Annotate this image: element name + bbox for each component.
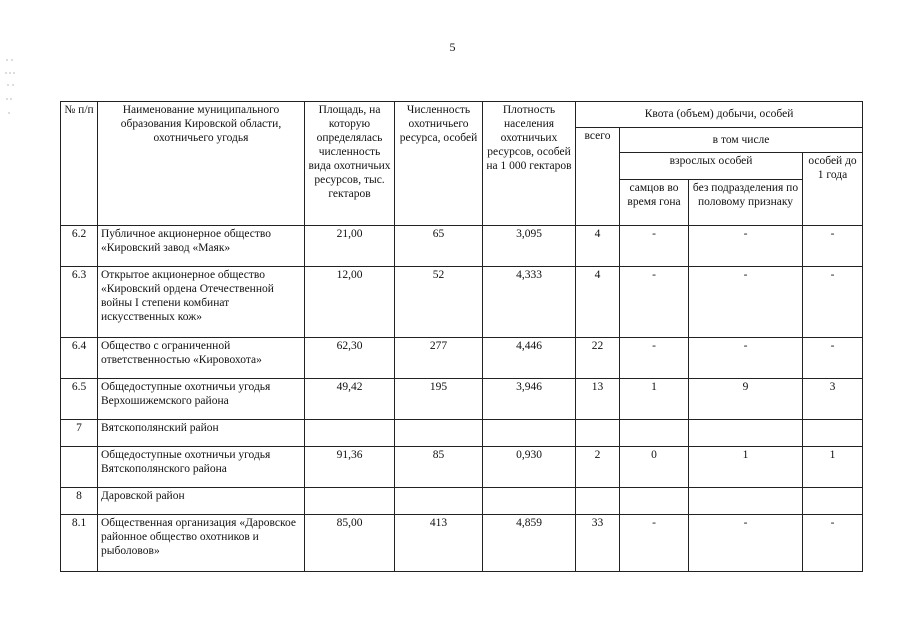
table-row bbox=[61, 338, 863, 379]
quota-table bbox=[60, 101, 863, 572]
cell-num: 8 bbox=[61, 488, 98, 515]
table-row bbox=[61, 267, 863, 338]
cell-total: 4 bbox=[576, 267, 620, 338]
cell-count bbox=[395, 488, 483, 515]
cell-num: 6.3 bbox=[61, 267, 98, 338]
cell-no-sex: - bbox=[689, 515, 803, 572]
cell-males: - bbox=[620, 515, 689, 572]
cell-total: 13 bbox=[576, 379, 620, 420]
cell-name: Общедоступные охотничьи угодья Верхошижемского района bbox=[98, 379, 305, 420]
cell-count: 195 bbox=[395, 379, 483, 420]
header-name: Наименование муниципального образования Кировской области, охотничьего угодья bbox=[98, 102, 305, 226]
header-males: самцов во время гона bbox=[620, 180, 689, 226]
cell-young: - bbox=[803, 515, 863, 572]
scan-margin-marks bbox=[4, 55, 34, 125]
cell-density bbox=[483, 488, 576, 515]
cell-total: 33 bbox=[576, 515, 620, 572]
cell-males: 1 bbox=[620, 379, 689, 420]
header-including: в том числе bbox=[620, 128, 863, 153]
header-quota: Квота (объем) добычи, особей bbox=[576, 102, 863, 128]
cell-no-sex: - bbox=[689, 267, 803, 338]
table-row bbox=[61, 447, 863, 488]
cell-total: 4 bbox=[576, 226, 620, 267]
cell-count: 52 bbox=[395, 267, 483, 338]
cell-no-sex: 1 bbox=[689, 447, 803, 488]
cell-males: 0 bbox=[620, 447, 689, 488]
cell-num: 6.2 bbox=[61, 226, 98, 267]
table-row bbox=[61, 226, 863, 267]
cell-no-sex bbox=[689, 420, 803, 447]
cell-num: 7 bbox=[61, 420, 98, 447]
cell-name: Общедоступные охотничьи угодья Вятскополянского района bbox=[98, 447, 305, 488]
cell-density: 4,859 bbox=[483, 515, 576, 572]
quota-table-header bbox=[61, 102, 863, 226]
header-total: всего bbox=[576, 128, 620, 226]
cell-density: 4,446 bbox=[483, 338, 576, 379]
header-young: особей до 1 года bbox=[803, 153, 863, 226]
table-row bbox=[61, 488, 863, 515]
cell-area: 49,42 bbox=[305, 379, 395, 420]
table-row bbox=[61, 515, 863, 572]
header-area: Площадь, на которую определялась численность вида охотничьих ресурсов, тыс. гектаров bbox=[305, 102, 395, 226]
cell-density: 0,930 bbox=[483, 447, 576, 488]
cell-num: 6.4 bbox=[61, 338, 98, 379]
cell-males bbox=[620, 420, 689, 447]
cell-num: 8.1 bbox=[61, 515, 98, 572]
cell-name: Открытое акционерное общество «Кировский ордена Отечественной войны I степени комбинат искусственных кож» bbox=[98, 267, 305, 338]
cell-density: 3,095 bbox=[483, 226, 576, 267]
table-row bbox=[61, 379, 863, 420]
cell-males: - bbox=[620, 226, 689, 267]
cell-males: - bbox=[620, 267, 689, 338]
cell-num bbox=[61, 447, 98, 488]
cell-young: - bbox=[803, 338, 863, 379]
cell-total: 2 bbox=[576, 447, 620, 488]
cell-name: Даровской район bbox=[98, 488, 305, 515]
cell-young: 1 bbox=[803, 447, 863, 488]
cell-area bbox=[305, 488, 395, 515]
cell-no-sex bbox=[689, 488, 803, 515]
cell-total bbox=[576, 420, 620, 447]
cell-density bbox=[483, 420, 576, 447]
cell-males: - bbox=[620, 338, 689, 379]
cell-count: 85 bbox=[395, 447, 483, 488]
cell-area: 21,00 bbox=[305, 226, 395, 267]
header-no-sex: без подразделения по половому признаку bbox=[689, 180, 803, 226]
cell-area: 85,00 bbox=[305, 515, 395, 572]
cell-num: 6.5 bbox=[61, 379, 98, 420]
cell-density: 4,333 bbox=[483, 267, 576, 338]
cell-name: Общество с ограниченной ответственностью «Кировохота» bbox=[98, 338, 305, 379]
page-number: 5 bbox=[449, 40, 456, 54]
cell-total: 22 bbox=[576, 338, 620, 379]
cell-area: 12,00 bbox=[305, 267, 395, 338]
header-adults: взрослых особей bbox=[620, 153, 803, 180]
cell-young bbox=[803, 488, 863, 515]
cell-young: 3 bbox=[803, 379, 863, 420]
cell-young: - bbox=[803, 226, 863, 267]
cell-no-sex: 9 bbox=[689, 379, 803, 420]
cell-males bbox=[620, 488, 689, 515]
cell-count: 277 bbox=[395, 338, 483, 379]
cell-area: 62,30 bbox=[305, 338, 395, 379]
cell-name: Публичное акционерное общество «Кировский завод «Маяк» bbox=[98, 226, 305, 267]
cell-name: Вятскополянский район bbox=[98, 420, 305, 447]
header-count: Численность охотничьего ресурса, особей bbox=[395, 102, 483, 226]
cell-no-sex: - bbox=[689, 226, 803, 267]
header-density: Плотность населения охотничьих ресурсов, особей на 1 000 гектаров bbox=[483, 102, 576, 226]
table-row bbox=[61, 420, 863, 447]
cell-count: 65 bbox=[395, 226, 483, 267]
cell-name: Общественная организация «Даровское районное общество охотников и рыболовов» bbox=[98, 515, 305, 572]
cell-count: 413 bbox=[395, 515, 483, 572]
cell-density: 3,946 bbox=[483, 379, 576, 420]
cell-area bbox=[305, 420, 395, 447]
cell-area: 91,36 bbox=[305, 447, 395, 488]
cell-count bbox=[395, 420, 483, 447]
header-num: № п/п bbox=[61, 102, 98, 226]
cell-young: - bbox=[803, 267, 863, 338]
quota-table-body bbox=[61, 226, 863, 572]
cell-young bbox=[803, 420, 863, 447]
cell-no-sex: - bbox=[689, 338, 803, 379]
cell-total bbox=[576, 488, 620, 515]
